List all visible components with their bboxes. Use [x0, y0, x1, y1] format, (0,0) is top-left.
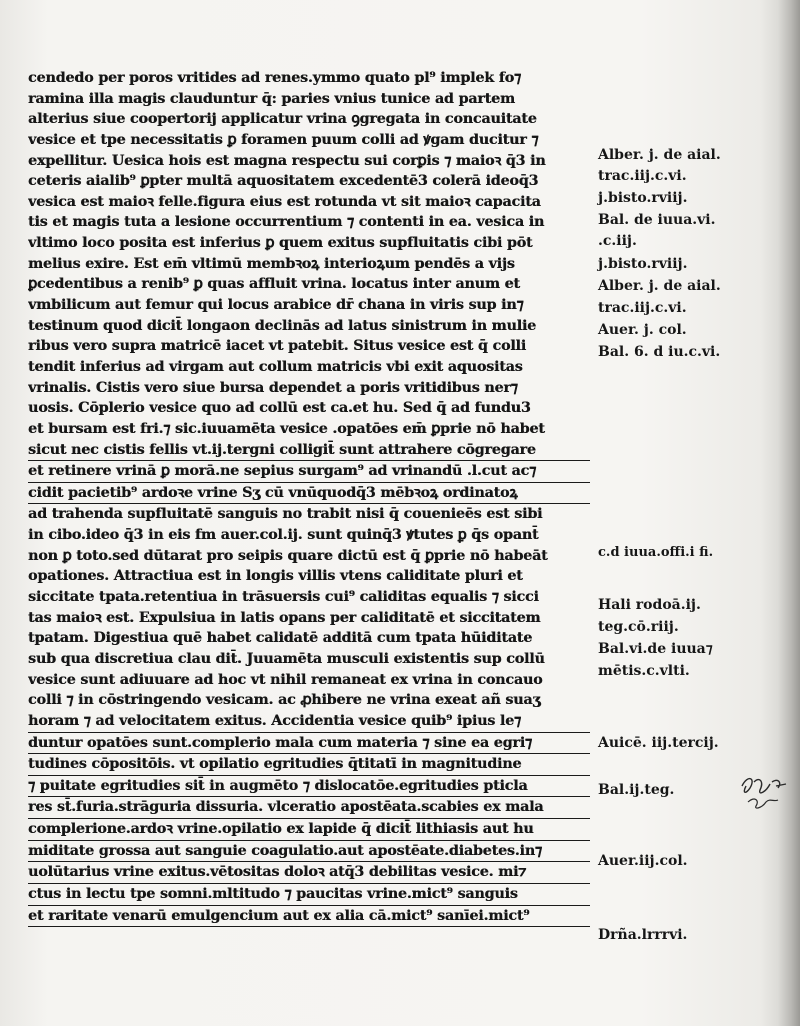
marginal-note: mētis.c.vlti.	[598, 663, 690, 679]
text-line: ⁊ puitate egritudies sit̄ in augmēto ⁊ dislocatōe.egritudies pticla	[28, 776, 590, 798]
text-line: et bursam est fri.⁊ sic.iuuamēta vesice .opatōes em̄ ꝑprie nō habet	[28, 420, 545, 437]
main-text-column	[28, 68, 590, 927]
marginal-note: j.bisto.rviij.	[598, 190, 688, 206]
marginal-note: Auer.iij.col.	[598, 853, 688, 869]
text-line: vesice sunt adiuuare ad hoc vt nihil remaneat ex vrina in concauo	[28, 671, 543, 688]
marginal-note: j.bisto.rviij.	[598, 256, 688, 272]
text-line: tendit inferius ad virgam aut collum matricis vbi exit aquositas	[28, 358, 523, 375]
text-line: sub qua discretiua clau dit̄. Juuamēta musculi existentis sup collū	[28, 650, 545, 667]
marginal-note: Bal. de iuua.vi.	[598, 212, 716, 228]
marginal-note: Drña.lrrrvi.	[598, 927, 688, 943]
text-line: melius exire. Est em̄ vltimū membꝛoꝝ interioꝝum pendēs a vijs	[28, 255, 515, 272]
text-line: tpatam. Digestiua quē habet calidatē additā cum tpata hūiditate	[28, 630, 533, 647]
page-edge-shadow	[778, 0, 800, 1026]
marginal-note: Auer. j. col.	[598, 322, 687, 338]
text-line: tas maioꝛ est. Expulsiua in latis opans per caliditatē et siccitatem	[28, 609, 541, 626]
marginal-note: Hali rodoā.ij.	[598, 597, 701, 613]
text-line: ribus vero supra matricē iacet vt patebit. Situs vesice est q̄ colli	[28, 338, 526, 355]
text-line: colli ⁊ in cōstringendo vesicam. ac ꝓhibere ne vrina exeat añ suaʒ	[28, 692, 541, 709]
text-line: miditate grossa aut sanguie coagulatio.aut apostēate.diabetes.in⁊	[28, 841, 590, 863]
text-line: vesice et tpe necessitatis ꝑ foramen puum colli ad ꝟgam ducitur ⁊	[28, 131, 539, 148]
text-line: et raritate venarū emulgencium aut ex alia cā.mict⁹ sanīei.mict⁹	[28, 906, 590, 928]
text-line: ad trahenda supfluitatē sanguis no trabit nisi q̄ couenieēs est sibi	[28, 506, 543, 523]
handwritten-annotation	[738, 772, 790, 818]
marginal-note: Auicē. iij.tercij.	[598, 735, 719, 751]
text-line: ramina illa magis clauduntur q̄: paries vnius tunice ad partem	[28, 90, 515, 107]
text-line: horam ⁊ ad velocitatem exitus. Accidentia vesice quib⁹ ipius le⁊	[28, 711, 590, 733]
text-line: vrinalis. Cistis vero siue bursa dependet a poris vritidibus ner⁊	[28, 379, 518, 396]
text-line: duntur opatōes sunt.complerio mala cum materia ⁊ sine ea egri⁊	[28, 733, 590, 755]
text-line: ꝑcedentibus a renib⁹ ꝑ quas affluit vrina. locatus inter anum et	[28, 276, 520, 293]
marginal-note: trac.iij.c.vi.	[598, 300, 687, 316]
text-line: sicut nec cistis fellis vt.ij.tergni colligit̄ sunt attrahere cōgregare	[28, 440, 590, 462]
marginal-note: Bal. 6. d iu.c.vi.	[598, 344, 721, 360]
marginal-note: Alber. j. de aial.	[598, 278, 721, 294]
text-line: testinum quod dicit̄ longaon declinās ad latus sinistrum in mulie	[28, 317, 537, 334]
text-line: cendedo per poros vritides ad renes.ymmo quato pl⁹ implek fo⁊	[28, 70, 521, 86]
text-line: ctus in lectu tpe somni.mltitudo ⁊ paucitas vrine.mict⁹ sanguis	[28, 884, 590, 906]
text-line: vesica est maioꝛ felle.figura eius est rotunda vt sit maioꝛ capacita	[28, 193, 541, 210]
text-line: non ꝑ toto.sed dūtarat pro seipis quare dictū est q̄ ꝑprie nō habeāt	[28, 547, 548, 564]
handwritten-scribble-icon	[738, 772, 790, 814]
text-line: res st̄.furia.strāguria dissuria. vlceratio apostēata.scabies ex mala	[28, 797, 590, 819]
text-line: uosis. Cōplerio vesice quo ad collū est ca.et hu. Sed q̄ ad fundu3	[28, 400, 531, 417]
text-line: siccitate tpata.retentiua in trāsuersis cui⁹ caliditas equalis ⁊ sicci	[28, 589, 539, 606]
marginal-note: .c.iij.	[598, 233, 637, 249]
marginal-note: trac.iij.c.vi.	[598, 168, 687, 184]
text-line: opationes. Attractiua est in longis villis vtens caliditate pluri et	[28, 568, 523, 585]
text-line: in cibo.ideo q̄3 in eis fm auer.col.ij. sunt quinq̄3 ꝟtutes ꝑ q̄s opant̄	[28, 527, 539, 544]
marginal-note: c.d iuua.offi.i fi.	[598, 545, 714, 560]
text-line: cidit pacietib⁹ ardoꝛe vrine Sʒ cū vnūquodq̄3 mēbꝛoꝝ ordinatoꝝ	[28, 483, 590, 505]
text-line: tis et magis tuta a lesione occurrentium ⁊ contenti in ea. vesica in	[28, 214, 545, 231]
text-line: vmbilicum aut femur qui locus arabice dr̄ chana in viris sup in⁊	[28, 297, 524, 314]
text-line: vltimo loco posita est inferius ꝑ quem exitus supfluitatis cibi pōt	[28, 235, 533, 252]
text-line: complerione.ardoꝛ vrine.opilatio ex lapide q̄ dicit̄ lithiasis aut hu	[28, 819, 590, 841]
marginal-note: Bal.vi.de iuua⁊	[598, 641, 713, 657]
text-line: tudines cōpositōis. vt opilatio egritudies q̄titatī in magnitudine	[28, 754, 590, 776]
marginal-note: teg.cō.riij.	[598, 619, 679, 635]
text-line: uolūtarius vrine exitus.vētositas doloꝛ atq̄3 debilitas vesice. mi⁊	[28, 862, 590, 884]
marginal-note: Alber. j. de aial.	[598, 147, 721, 163]
text-line: et retinere vrinā ꝑ morā.ne sepius surgam⁹ ad vrinandū .l.cut ac⁊	[28, 461, 590, 483]
marginal-note: Bal.ij.teg.	[598, 782, 675, 798]
text-line: expellitur. Uesica hois est magna respectu sui corꝑis ⁊ maioꝛ q̄3 in	[28, 152, 546, 169]
text-line: ceteris aialib⁹ ꝑpter multā aquositatem excedentē3 colerā ideoq̄3	[28, 173, 539, 190]
text-line: alterius siue coopertorij applicatur vrina ꝯgregata in concauitate	[28, 111, 537, 128]
